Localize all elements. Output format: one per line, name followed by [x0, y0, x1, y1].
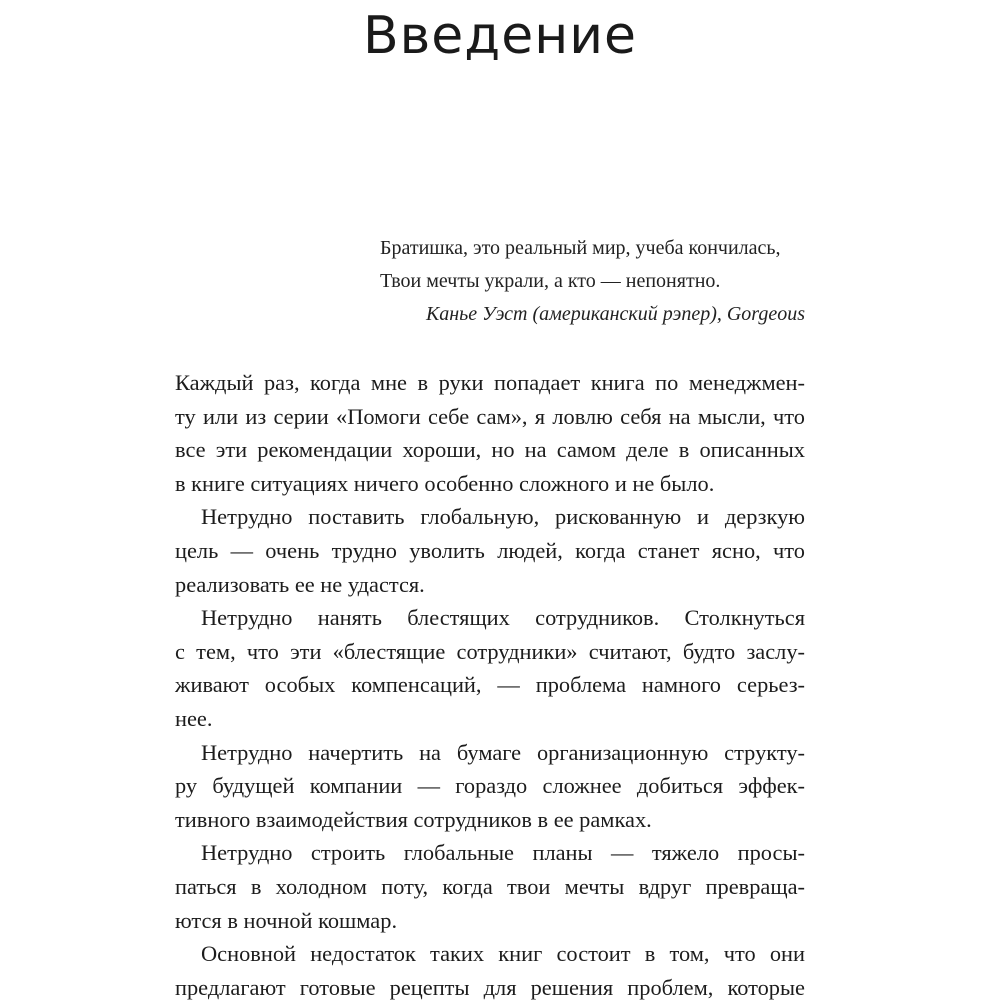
text-line: предлагают готовые рецепты для решения проблем, которые	[175, 974, 805, 1000]
text-line: цель — очень трудно уволить людей, когда станет ясно, что	[175, 537, 805, 563]
text-line: реализовать ее не удастся.	[175, 571, 425, 597]
text-line: живают особых компенсаций, — проблема намного серьез-	[175, 672, 805, 698]
chapter-title: Введение	[362, 6, 638, 66]
paragraph	[175, 736, 805, 837]
body-text	[175, 366, 805, 1004]
text-line: тивного взаимодействия сотрудников в ее рамках.	[175, 806, 652, 832]
text-line: ру будущей компании — гораздо сложнее добиться эффек-	[175, 773, 805, 799]
epigraph-attribution: Канье Уэст (американский рэпер), Gorgeous	[425, 303, 805, 325]
paragraph	[175, 366, 805, 500]
text-line: Нетрудно нанять блестящих сотрудников. Столкнуться	[201, 605, 805, 631]
text-line: ту или из серии «Помоги себе сам», я ловлю себя на мысли, что	[175, 403, 805, 429]
paragraph	[175, 601, 805, 735]
epigraph-line: Братишка, это реальный мир, учеба кончилась,	[380, 237, 781, 259]
text-line: в книге ситуациях ничего особенно сложного и не было.	[175, 470, 715, 496]
epigraph-line: Твои мечты украли, а кто — непонятно.	[380, 270, 721, 292]
epigraph	[380, 232, 805, 331]
text-line: ются в ночной кошмар.	[175, 907, 398, 933]
paragraph	[175, 836, 805, 937]
text-line: паться в холодном поту, когда твои мечты вдруг превраща-	[175, 873, 805, 899]
text-line: Нетрудно поставить глобальную, рискованную и дерзкую	[201, 504, 805, 530]
text-line: Каждый раз, когда мне в руки попадает книга по менеджмен-	[175, 370, 805, 395]
paragraph	[175, 937, 805, 1004]
text-line: с тем, что эти «блестящие сотрудники» считают, будто заслу-	[175, 638, 805, 664]
text-line: все эти рекомендации хороши, но на самом деле в описанных	[175, 437, 805, 463]
text-line: Основной недостаток таких книг состоит в том, что они	[201, 941, 805, 967]
text-line: Нетрудно строить глобальные планы — тяжело просы-	[201, 840, 805, 866]
text-line: Нетрудно начертить на бумаге организационную структу-	[201, 739, 805, 765]
paragraph	[175, 500, 805, 601]
text-line: нее.	[175, 705, 213, 731]
